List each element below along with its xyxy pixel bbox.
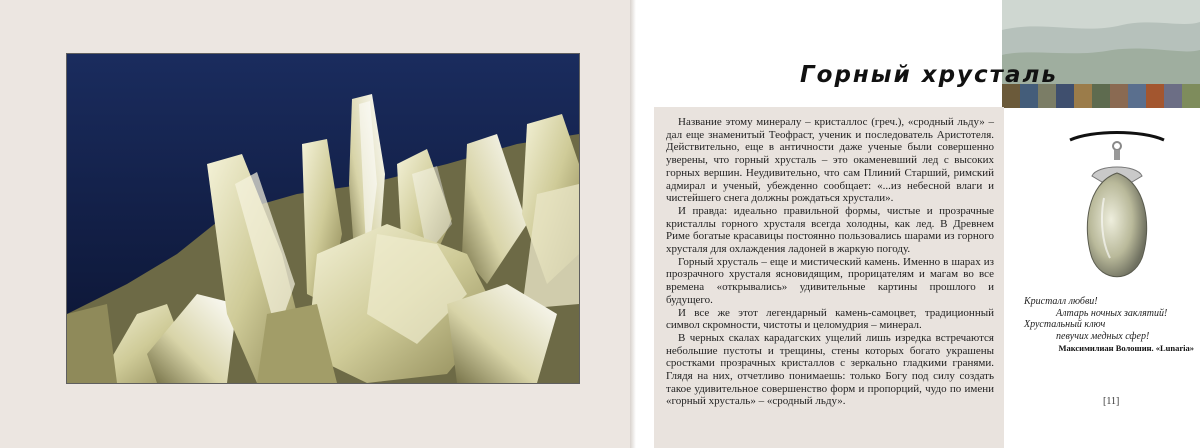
- page-number: [11]: [1103, 396, 1120, 407]
- article-paragraph: И все же этот легендарный камень-самоцвет, традиционный символ скромности, чистоты и целомудрия – минерал.: [666, 306, 994, 332]
- article-paragraph: Название этому минералу – кристаллос (греч.), «сродный льду» – дал еще знаменитый Теофраст, ученик и последователь Аристотеля. Действительно, еще в античности даже ученые были совершенно уверены, что горный хрусталь – это окаменевший лед с высоких горных вершин. Неудивительно, что сам Плиний Старший, римский адмирал и ученый, убежденно сообщает: «...из небесной влаги и чистейшего снега должны рождаться хрустали».: [666, 116, 994, 205]
- watercolor-banner-image: [1002, 0, 1200, 108]
- page-title: Горный хрусталь: [800, 62, 1058, 88]
- article-body: [666, 116, 994, 408]
- quartz-cluster-image: [67, 54, 579, 383]
- article-paragraph: Горный хрусталь – еще и мистический камень. Именно в шарах из прозрачного хрусталя ясновидящим, прорицателям и магам во все времена «открывались» удивительные картины прошлого и будущего.: [666, 255, 994, 306]
- poem-quote: [1024, 296, 1192, 342]
- pendant-image: [1062, 128, 1172, 293]
- poem-line: певучих медных сфер!: [1056, 330, 1150, 342]
- poem-attribution: Максимилиан Волошин. «Lunaria»: [1058, 343, 1194, 353]
- poem-line: Алтарь ночных заклятий!: [1056, 307, 1168, 319]
- article-paragraph: И правда: идеально правильной формы, чистые и прозрачные кристаллы горного хрусталя всегда холодны, как лед. В Древнем Риме богатые красавицы постоянно пользовались шарами из горного хрусталя для охлаждения ладоней в жаркую погоду.: [666, 204, 994, 256]
- poem-line: Хрустальный ключ: [1024, 319, 1106, 330]
- landscape-banner: [1002, 0, 1200, 108]
- article-paragraph: В черных скалах карадагских ущелий лишь изредка встречаются небольшие пустоты и трещины, стены которых богато украшены сростками прозрачных кристаллов с зеркально гладкими гранями. Глядя на них, отчетливо понимаешь: только Богу под силу создать такое удивительное совершенство форм и пропорций, чудо по имени «горный хрусталь» – «сродный льду».: [666, 331, 994, 408]
- crystal-pendant-image: [1062, 128, 1172, 293]
- crystal-photo: [66, 53, 580, 384]
- poem-line: Кристалл любви!: [1024, 296, 1098, 307]
